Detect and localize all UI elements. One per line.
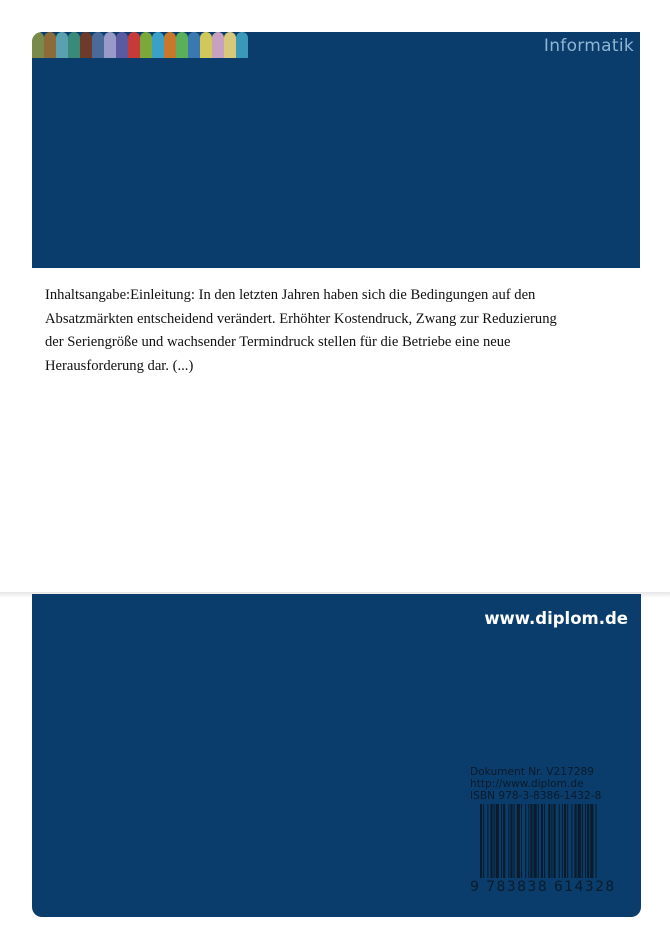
color-stripe bbox=[200, 32, 212, 58]
abstract-text: Inhaltsangabe:Einleitung: In den letzten Jahren haben sich die Bedingungen auf den Absatzmärkten entscheidend verändert. Erhöhter Kostendruck, Zwang zur Reduzierung der Seriengröße und wachsender Termindruck stellen für die Betriebe eine neue Herausforderung dar. (...) bbox=[45, 287, 557, 374]
barcode-bar bbox=[548, 804, 550, 878]
barcode-bar bbox=[491, 804, 493, 878]
barcode-bar bbox=[517, 804, 520, 878]
barcode-bar bbox=[578, 804, 581, 878]
barcode-bar bbox=[544, 804, 545, 878]
barcode-bar bbox=[503, 804, 505, 878]
barcode-bar bbox=[582, 804, 583, 878]
barcode-bar bbox=[562, 804, 563, 878]
barcode-bar bbox=[541, 804, 543, 878]
barcode-bar bbox=[525, 804, 526, 878]
color-stripe bbox=[224, 32, 236, 58]
color-stripe bbox=[68, 32, 80, 58]
color-stripe bbox=[128, 32, 140, 58]
color-stripe bbox=[116, 32, 128, 58]
document-info bbox=[470, 766, 601, 802]
barcode-digits: 9 783838 614328 bbox=[470, 879, 616, 895]
color-stripe bbox=[32, 32, 44, 58]
publisher-website[interactable]: www.diplom.de bbox=[484, 609, 628, 628]
color-stripe bbox=[152, 32, 164, 58]
barcode-bar bbox=[538, 804, 539, 878]
color-stripe bbox=[80, 32, 92, 58]
barcode-bar bbox=[480, 804, 482, 878]
barcode-bar bbox=[508, 804, 509, 878]
barcode-bar bbox=[530, 804, 532, 878]
barcode-bar bbox=[496, 804, 499, 878]
barcode-bar bbox=[521, 804, 522, 878]
color-stripe bbox=[44, 32, 56, 58]
barcode-bar bbox=[551, 804, 552, 878]
color-stripe bbox=[212, 32, 224, 58]
color-stripe bbox=[92, 32, 104, 58]
barcode-bar bbox=[501, 804, 502, 878]
barcode-bar bbox=[483, 804, 484, 878]
cover-bottom-panel bbox=[32, 594, 641, 917]
color-stripe bbox=[236, 32, 248, 58]
barcode-bar bbox=[559, 804, 560, 878]
barcode-bar bbox=[571, 804, 572, 878]
color-stripe bbox=[56, 32, 68, 58]
barcode-bar bbox=[564, 804, 566, 878]
color-stripes bbox=[32, 32, 248, 58]
barcode-bar bbox=[528, 804, 529, 878]
cover-top-panel bbox=[32, 32, 640, 268]
document-number: Dokument Nr. V217289 bbox=[470, 766, 594, 778]
barcode-bar bbox=[554, 804, 556, 878]
category-label: Informatik bbox=[543, 36, 634, 56]
document-url[interactable]: http://www.diplom.de bbox=[470, 778, 584, 790]
color-stripe bbox=[104, 32, 116, 58]
barcode-bar bbox=[494, 804, 495, 878]
color-stripe bbox=[176, 32, 188, 58]
barcode-bar bbox=[487, 804, 488, 878]
barcode-bar bbox=[596, 804, 597, 878]
barcode-bar bbox=[590, 804, 593, 878]
barcode-bar bbox=[567, 804, 568, 878]
color-stripe bbox=[164, 32, 176, 58]
barcode bbox=[480, 804, 630, 878]
barcode-bar bbox=[575, 804, 577, 878]
barcode-bar bbox=[514, 804, 515, 878]
isbn: ISBN 978-3-8386-1432-8 bbox=[470, 790, 602, 802]
barcode-bar bbox=[510, 804, 512, 878]
barcode-bar bbox=[585, 804, 586, 878]
color-stripe bbox=[188, 32, 200, 58]
barcode-bar bbox=[587, 804, 589, 878]
color-stripe bbox=[140, 32, 152, 58]
barcode-bar bbox=[534, 804, 537, 878]
